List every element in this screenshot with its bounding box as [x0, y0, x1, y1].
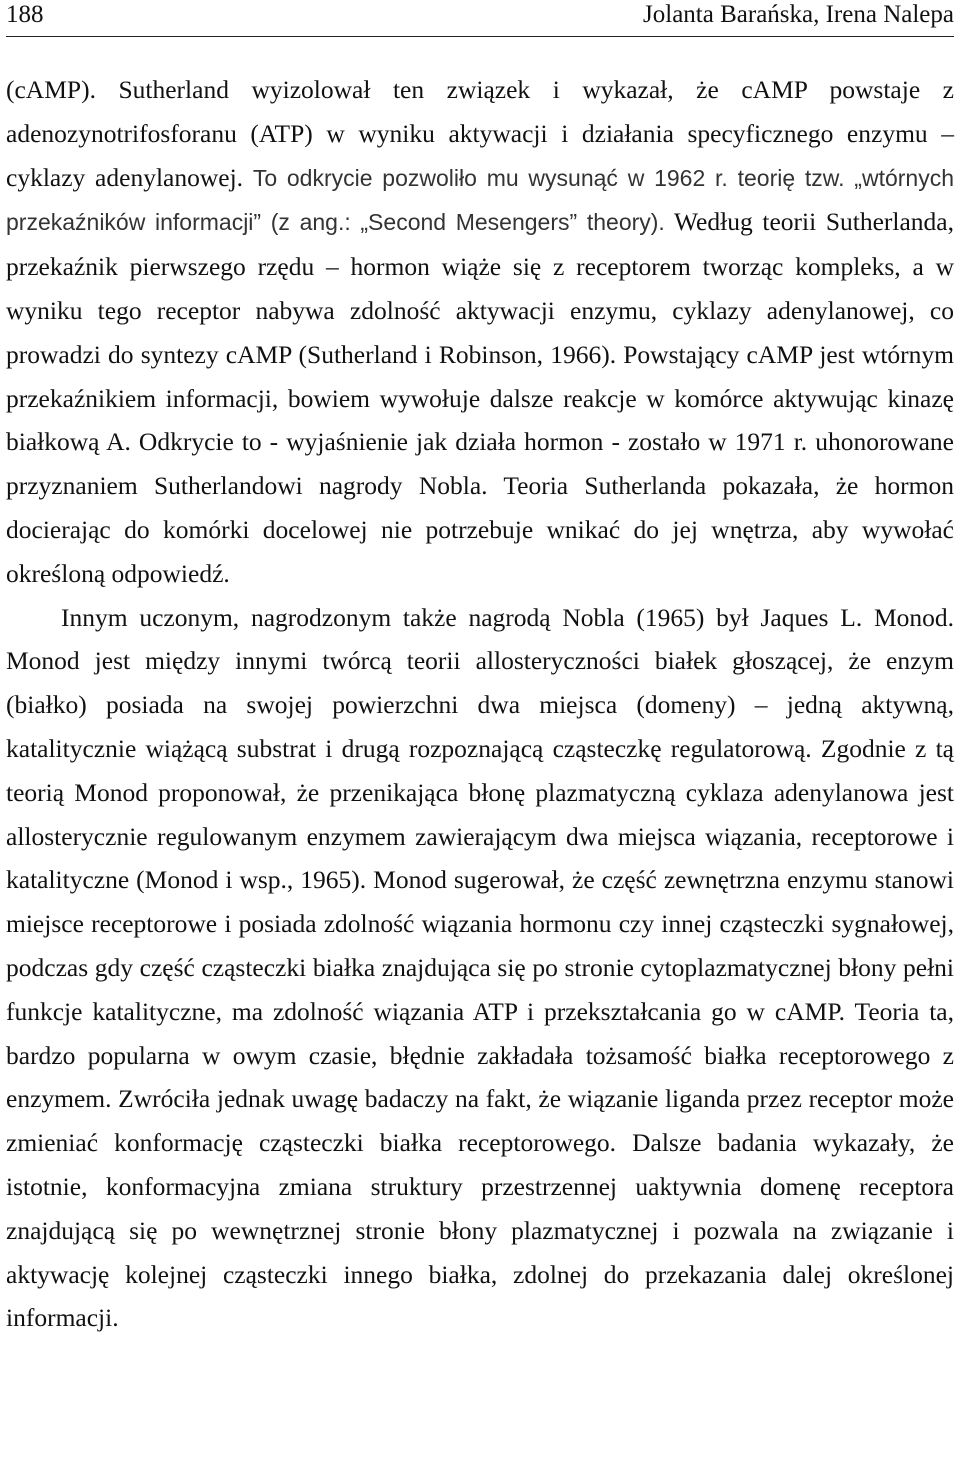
paragraph-1: [6, 68, 954, 596]
body-text: [6, 68, 954, 1340]
paragraph-1-segment-3: Według teorii Sutherlanda, przekaźnik pierwszego rzędu – hormon wiąże się z receptorem tworząc kompleks, a w wyniku tego receptor nabywa zdolność aktywacji enzymu, cyklazy adenylanowej, co prowadzi do syntezy cAMP (Sutherland i Robinson, 1966). Powstający cAMP jest wtórnym przekaźnikiem informacji, bowiem wywołuje dalsze reakcje w komórce aktywując kinazę białkową A. Odkrycie to - wyjaśnienie jak działa hormon - zostało w 1971 r. uhonorowane przyznaniem Sutherlandowi nagrody Nobla. Teoria Sutherlanda pokazała, że hormon docierając do komórki docelowej nie potrzebuje wnikać do jej wnętrza, aby wywołać określoną odpowiedź.: [6, 207, 954, 588]
paragraph-1-segment-2: To odkrycie pozwoliło mu wysunąć w 1962 r. teorię tzw. „wtórnych przekaźników informacji” (z ang.: „Second Mesengers” theory).: [6, 164, 954, 236]
paragraph-1-segment-1: (cAMP). Sutherland wyizolował ten związek i wykazał, że cAMP powstaje z adenozynotrifosforanu (ATP) w wyniku aktywacji i działania specyficznego enzymu – cyklazy adenylanowej.: [6, 75, 954, 192]
running-head: Jolanta Barańska, Irena Nalepa: [643, 1, 954, 28]
page-header: [6, 0, 954, 37]
paragraph-2-segment-1: Innym uczonym, nagrodzonym także nagrodą Nobla (1965) był Jaques L. Monod. Monod jest między innymi twórcą teorii allosteryczności białek głoszącej, że enzym (białko) posiada na swojej powierzchni dwa miejsca (domeny) – jedną aktywną, katalitycznie wiążącą substrat i drugą rozpoznającą cząsteczkę regulatorową. Zgodnie z tą teorią Monod proponował, że przenikająca błonę plazmatyczną cyklaza adenylanowa jest allosterycznie regulowanym enzymem zawierającym dwa miejsca wiązania, receptorowe i katalityczne (Monod i wsp., 1965). Monod sugerował, że część zewnętrzna enzymu stanowi miejsce receptorowe i posiada zdolność wiązania hormonu czy innej cząsteczki sygnałowej, podczas gdy część cząsteczki białka znajdująca się po stronie cytoplazmatycznej błony pełni funkcje katalityczne, ma zdolność wiązania ATP i przekształcania go w cAMP. Teoria ta, bardzo popularna w owym czasie, błędnie zakładała tożsamość białka receptorowego z enzymem. Zwróciła jednak uwagę badaczy na fakt, że wiązanie liganda przez receptor może zmieniać konformację cząsteczki białka receptorowego. Dalsze badania wykazały, że istotnie, konformacyjna zmiana struktury przestrzennej uaktywnia domenę receptora znajdującą się po wewnętrznej stronie błony plazmatycznej i pozwala na związanie i aktywację kolejnej cząsteczki innego białka, zdolnej do przekazania dalej określonej informacji.: [6, 602, 954, 1333]
page-number: 188: [6, 1, 44, 28]
paragraph-2: [6, 596, 954, 1341]
